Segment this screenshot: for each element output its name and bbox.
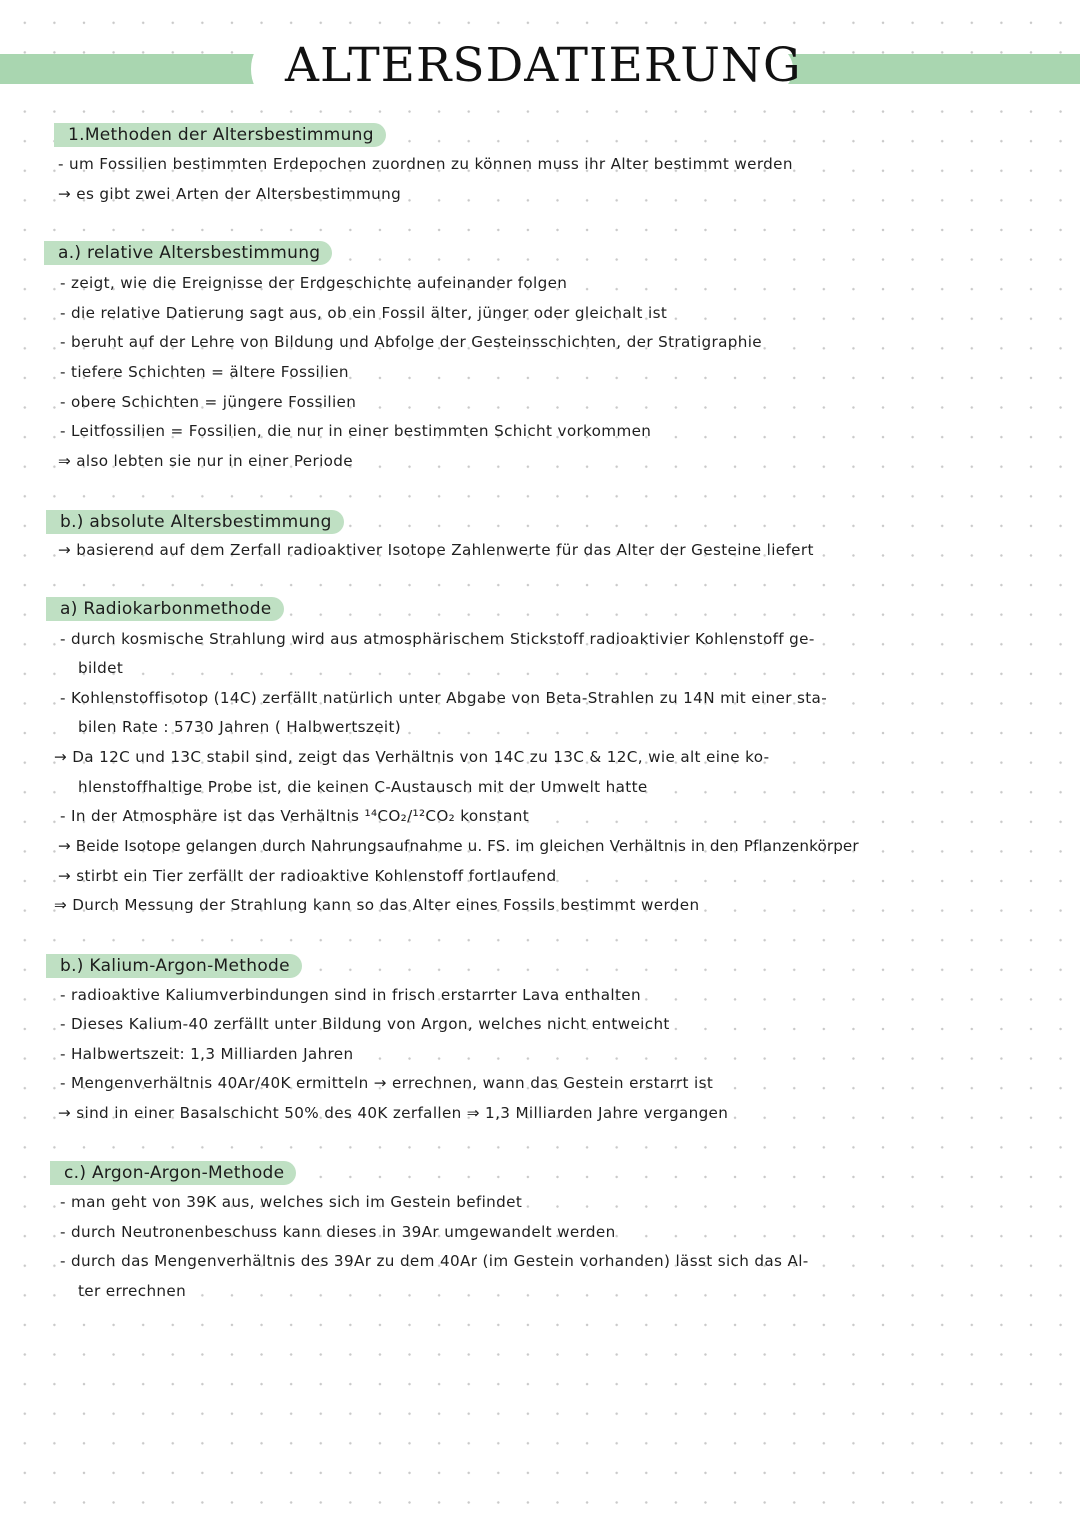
- text-line: - man geht von 39K aus, welches sich im Gestein befindet: [60, 1193, 523, 1211]
- text-line: → Beide Isotope gelangen durch Nahrungsaufnahme u. FS. im gleichen Verhältnis in den Pflanzenkörper: [58, 837, 859, 855]
- text-line: ⇒ also lebten sie nur in einer Periode: [58, 452, 353, 470]
- text-line: - obere Schichten = jüngere Fossilien: [60, 393, 357, 411]
- text-line: → es gibt zwei Arten der Altersbestimmung: [58, 185, 402, 203]
- text-line: → Da 12C und 13C stabil sind, zeigt das Verhältnis von 14C zu 13C & 12C, wie alt eine ko-: [54, 748, 770, 766]
- section-heading-absolute: b.) absolute Altersbestimmung: [46, 510, 344, 534]
- text-line: - Kohlenstoffisotop (14C) zerfällt natürlich unter Abgabe von Beta-Strahlen zu 14N mit einer sta-: [60, 689, 828, 707]
- section-heading-relative: a.) relative Altersbestimmung: [44, 241, 332, 265]
- text-line: - durch das Mengenverhältnis des 39Ar zu dem 40Ar (im Gestein vorhanden) lässt sich das Al-: [60, 1252, 809, 1270]
- text-line: ter errechnen: [78, 1282, 187, 1300]
- text-line: → basierend auf dem Zerfall radioaktiver Isotope Zahlenwerte für das Alter der Gesteine liefert: [58, 541, 814, 559]
- text-line: - Halbwertszeit: 1,3 Milliarden Jahren: [60, 1045, 354, 1063]
- text-line: - um Fossilien bestimmten Erdepochen zuordnen zu können muss ihr Alter bestimmt werden: [58, 155, 793, 173]
- text-line: hlenstoffhaltige Probe ist, die keinen C-Austausch mit der Umwelt hatte: [78, 778, 648, 796]
- section-heading-radiocarbon: a) Radiokarbonmethode: [46, 597, 284, 621]
- text-line: - durch kosmische Strahlung wird aus atmosphärischem Stickstoff radioaktivier Kohlenstoff ge-: [60, 630, 815, 648]
- text-line: bildet: [78, 659, 124, 677]
- text-line: - beruht auf der Lehre von Bildung und Abfolge der Gesteinsschichten, der Stratigraphie: [60, 333, 762, 351]
- text-line: → stirbt ein Tier zerfällt der radioaktive Kohlenstoff fortlaufend: [58, 867, 557, 885]
- text-line: → sind in einer Basalschicht 50% des 40K zerfallen ⇒ 1,3 Milliarden Jahre vergangen: [58, 1104, 729, 1122]
- text-line: - Dieses Kalium-40 zerfällt unter Bildung von Argon, welches nicht entweicht: [60, 1015, 670, 1033]
- text-line: ⇒ Durch Messung der Strahlung kann so das Alter eines Fossils bestimmt werden: [54, 896, 700, 914]
- text-line: - tiefere Schichten = ältere Fossilien: [60, 363, 349, 381]
- section-heading-argon-argon: c.) Argon-Argon-Methode: [50, 1161, 296, 1185]
- text-line: - durch Neutronenbeschuss kann dieses in 39Ar umgewandelt werden: [60, 1223, 616, 1241]
- text-line: - radioaktive Kaliumverbindungen sind in frisch erstarrter Lava enthalten: [60, 986, 641, 1004]
- section-heading-potassium-argon: b.) Kalium-Argon-Methode: [46, 954, 302, 978]
- text-line: - zeigt, wie die Ereignisse der Erdgeschichte aufeinander folgen: [60, 274, 568, 292]
- section-heading-methods: 1.Methoden der Altersbestimmung: [54, 123, 386, 147]
- text-line: - Mengenverhältnis 40Ar/40K ermitteln → errechnen, wann das Gestein erstarrt ist: [60, 1074, 714, 1092]
- text-line: - In der Atmosphäre ist das Verhältnis ¹⁴CO₂/¹²CO₂ konstant: [60, 807, 530, 825]
- text-line: - die relative Datierung sagt aus, ob ein Fossil älter, jünger oder gleichalt ist: [60, 304, 668, 322]
- page-title: ALTERSDATIERUNG: [285, 38, 802, 93]
- text-line: bilen Rate : 5730 Jahren ( Halbwertszeit): [78, 718, 402, 736]
- text-line: - Leitfossilien = Fossilien, die nur in einer bestimmten Schicht vorkommen: [60, 422, 652, 440]
